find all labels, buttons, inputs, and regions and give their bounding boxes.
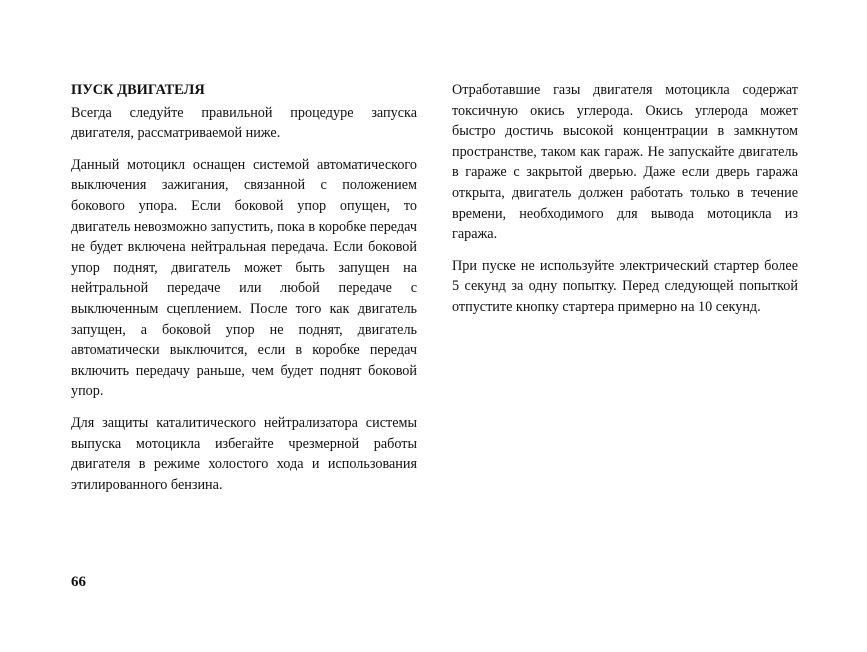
paragraph-starter-usage: При пуске не используйте электрический стартер более 5 секунд за одну попытку. Перед следующей попыткой отпустите кнопку стартера примерно на 10 секунд. xyxy=(452,257,798,315)
section-heading: ПУСК ДВИГАТЕЛЯ xyxy=(71,82,205,98)
paragraph-sidestand-ignition-cutoff: Данный мотоцикл оснащен системой автоматического выключения зажигания, связанной с положением бокового упора. Если боковой упор опущен, то двигатель невозможно запустить, пока в коробке передач не будет включена нейтральная передача. Если боковой упор поднят, двигатель может быть запущен на нейтральной передаче или любой передаче с выключенным сцеплением. После того как двигатель запущен, а боковой упор не поднят, двигатель автоматически выключится, если в коробке передач включить передачу раньше, чем будет поднят боковой упор. xyxy=(71,156,417,400)
right-column xyxy=(452,80,798,329)
paragraph-catalytic-converter: Для защиты каталитического нейтрализатора системы выпуска мотоцикла избегайте чрезмерной работы двигателя в режиме холостого хода и использования этилированного бензина. xyxy=(71,414,417,493)
left-column xyxy=(71,80,417,506)
page-number: 66 xyxy=(71,574,86,590)
paragraph-startup-procedure: Всегда следуйте правильной процедуре запуска двигателя, рассматриваемой ниже. xyxy=(71,104,417,142)
paragraph-exhaust-warning: Отработавшие газы двигателя мотоцикла содержат токсичную окись углерода. Окись углерода может быстро достичь высокой концентрации в замкнутом пространстве, таком как гараж. Не запускайте двигатель в гараже с закрытой дверью. Даже если дверь гаража открыта, двигатель должен работать только в течение времени, необходимого для вывода мотоцикла из гаража. xyxy=(452,82,798,243)
